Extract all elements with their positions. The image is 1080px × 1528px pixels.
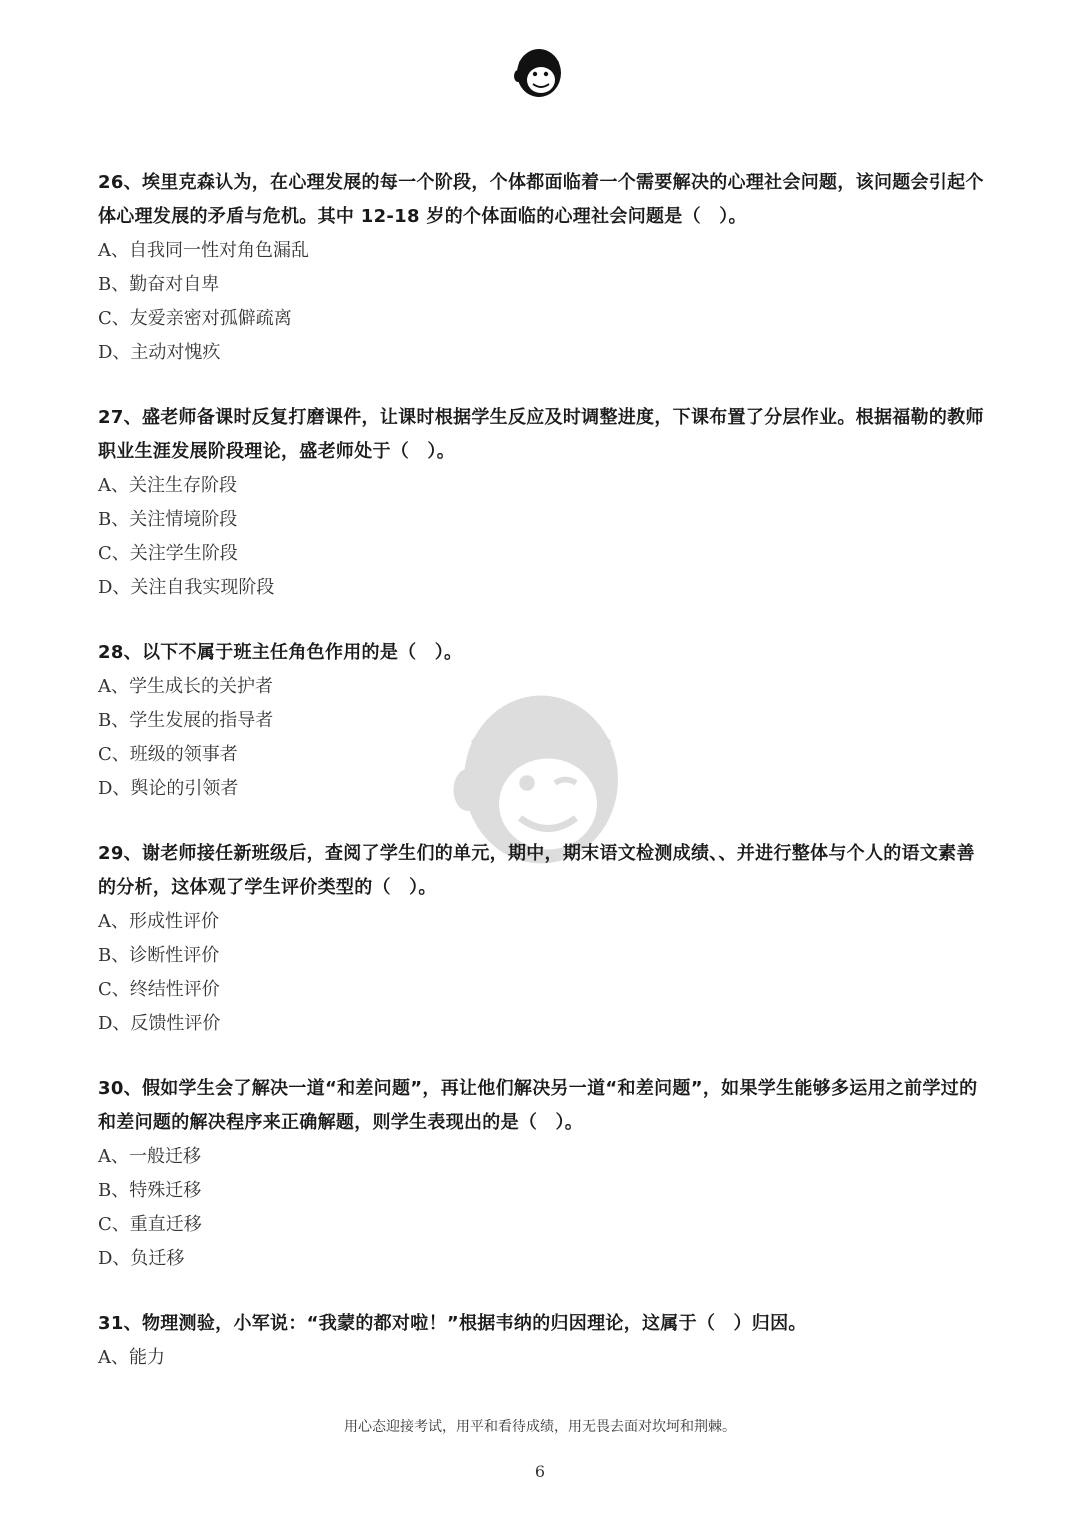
option-d: D、主动对愧疚 [98,342,221,363]
option-a: A、能力 [98,1347,165,1368]
question-31 [98,1307,988,1375]
footer-motto: 用心态迎接考试，用平和看待成绩，用无畏去面对坎坷和荆棘。 [344,1419,736,1435]
option-b: B、学生发展的指导者 [98,710,274,731]
question-stem: 29、谢老师接任新班级后，查阅了学生们的单元，期中，期末语文检测成绩、、并进行整体与个人的语文素善的分析，这体观了学生评价类型的（ ）。 [98,843,975,898]
option-c: C、友爱亲密对孤僻疏离 [98,308,292,329]
question-stem: 31、物理测验，小军说：“我蒙的都对啦！”根据韦纳的归因理论，这属于（ ）归因。 [98,1313,807,1334]
monkey-logo-icon [509,40,569,100]
question-list [98,166,988,1406]
question-stem: 30、假如学生会了解决一道“和差问题”，再让他们解决另一道“和差问题”，如果学生能够多运用之前学过的和差问题的解决程序来正确解题，则学生表现出的是（ ）。 [98,1078,978,1133]
question-27 [98,401,988,605]
option-b: B、关注情境阶段 [98,509,238,530]
option-b: B、勤奋对自卑 [98,274,220,295]
page-number: 6 [534,1462,546,1481]
option-a: A、一般迁移 [98,1146,201,1167]
option-c: C、终结性评价 [98,979,220,1000]
question-28 [98,636,988,806]
question-26 [98,166,988,370]
question-stem: 28、以下不属于班主任角色作用的是（ ）。 [98,642,463,663]
option-a: A、自我同一性对角色漏乱 [98,240,309,261]
option-c: C、班级的领事者 [98,744,238,765]
option-a: A、学生成长的关护者 [98,676,273,697]
option-b: B、特殊迁移 [98,1180,202,1201]
option-a: A、形成性评价 [98,911,219,932]
option-d: D、反馈性评价 [98,1013,221,1034]
question-29 [98,837,988,1041]
question-stem: 26、埃里克森认为，在心理发展的每一个阶段，个体都面临着一个需要解决的心理社会问题，该问题会引起个体心理发展的矛盾与危机。其中 12-18 岁的个体面临的心理社会问题是（ ）。 [98,172,984,227]
option-c: C、关注学生阶段 [98,543,238,564]
option-a: A、关注生存阶段 [98,475,237,496]
option-d: D、舆论的引领者 [98,778,239,799]
option-d: D、负迁移 [98,1248,185,1269]
option-b: B、诊断性评价 [98,945,220,966]
question-30 [98,1072,988,1276]
option-d: D、关注自我实现阶段 [98,577,275,598]
question-stem: 27、盛老师备课时反复打磨课件，让课时根据学生反应及时调整进度，下课布置了分层作业。根据福勒的教师职业生涯发展阶段理论，盛老师处于（ ）。 [98,407,984,462]
option-c: C、重直迁移 [98,1214,202,1235]
